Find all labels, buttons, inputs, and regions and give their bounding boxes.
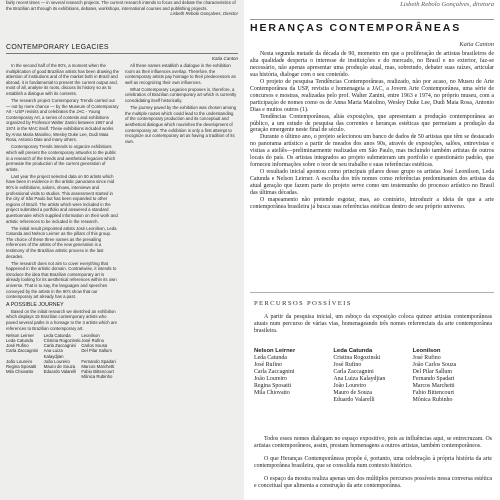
closing-paragraph: O que Heranças Contemporâneas propõe é, portanto, uma celebração à própria história da arte contemporânea brasileira, que se consolida num contexto histórico. (254, 455, 492, 469)
sidebar-artist-name: Leonilson (81, 332, 100, 338)
sidebar-paragraph: The research project Contemporary Trends carried out — not by mere chance — by the Museum of Contemporary Art - USP revisits and celebrates the JAC - Young Contemporary Art, a series of contests and exhibitions organized by Professor Walter Zanini between 1967 and 1974 in the MAC itself. These exhibitions included works by Anna Maria Maiolino, Wesley Duke Lee, Dudi Maia Rosa, Antonio Dias and many others. (6, 98, 119, 143)
sidebar-paragraph: In the second half of the 90's, a moment when the multiplication of good Brazilian artists has been drawing the attention of institutions and of the market both in Brazil and abroad, it is fundamental to present the current output and, most of all, analyse its roots, discuss its history so as to establish a dialogue with its contents. (6, 63, 119, 96)
sidebar-artist-name (6, 374, 44, 379)
artist-name: Del Pilar Sallum (412, 369, 452, 375)
artist-name: Mônica Rubinho (412, 397, 453, 403)
sidebar-artist-name: Eduardo Valarelli (43, 369, 77, 375)
artist-name: José Rufino (333, 362, 362, 368)
sidebar-intro-text: fairly recent times — in several research projects. The current research intends to focus and debate the characteristics of the Brazilian art through its exhibitions, debates, workshops, international courses and publishing projects. (6, 0, 236, 11)
artist-name: João Loureiro (254, 376, 287, 382)
sidebar-artist-name: Mauro de Souza (43, 363, 76, 369)
sidebar-paragraph: Last year the project selected data on 50 artists which have been in evidence in the artistic panorama since mid 90's in exhibitions, salons, shows, interviews and professional visits to studios. This assessment started in the city of São Paulo but has been expanded to other regions of Brazil. The artists which were included in the project submitted a portfolio and answered a standard questionnaire which supplied information on their work and artistic references to be included in the research. (6, 173, 118, 224)
artist-name: Marcos Marchetti (412, 383, 455, 389)
sidebar-artist-name: Carla Zaccagnini (43, 343, 76, 349)
english-sidebar (0, 0, 244, 500)
sidebar-artist-name: Fernando Spadari (81, 358, 116, 364)
sidebar-artist-name: Carla Zaccagnini (6, 348, 39, 354)
artist-name: Mila Chiovatto (254, 390, 290, 396)
closing-text (254, 436, 492, 490)
sidebar-artist-name: Nelson Leirner (6, 332, 34, 338)
artist-columns (254, 348, 492, 404)
sidebar-author: Katia Canton (211, 56, 238, 61)
sidebar-artist-name: Mônica Rubinho (81, 374, 113, 380)
sidebar-artist-grid (6, 333, 119, 380)
artist-column (254, 348, 333, 404)
sidebar-artist-name: José Rufino (6, 343, 29, 349)
sidebar-paragraph: The research does not aim to cover everything that happened in the artistic domain. Contrariwise, it intends to introduce the idea that Brazilian contemporary art is already looking for its aesthetical references within its own universe. That is to say, the languages and speeches conveyed by the artists in the 90's show that our contemporary art already has a past. (6, 260, 117, 300)
sidebar-divider (6, 53, 238, 54)
section-divider (250, 292, 494, 293)
artist-name: José Rufino (254, 362, 282, 368)
sidebar-artist-name: João Loureiro (43, 358, 70, 364)
sidebar-paragraph: The journey paved by the exhibition was chosen among the multiple routes which could lead to the understanding of the contemporary production and its conceptual and aesthetical dialogue which nourishes the development of contemporary art. The exhibition is only a first attempt to recognize our contemporary art as having a tradition of its own. (125, 105, 237, 144)
sidebar-paragraph: Based on the initial research we sketched an exhibition which displays 15 Brazilian contemporary artists who paved several paths in a homage to the 3 artists which are references to Brazilian contemporary art. (6, 308, 118, 331)
artist-name: Carla Zaccagnini (333, 369, 374, 375)
article-paragraph: Durante o último ano, o projeto selecionou um banco de dados de 50 artistas que têm se destacado no panorama artístico a partir de meados dos anos 90s, através de exposições, salões, entrevistas e visitas a ateliês—preliminarmente realizadas em São Paulo, mas incluindo também artistas de outros locais do país. Os artistas integrados ao projeto submeteram um portfolio e questionário padrão, que forneceu informações sobre o teor de seu trabalho e suas referências estéticas. (250, 134, 494, 169)
artist-name: Carla Zaccagnini (254, 369, 295, 375)
sidebar-paragraph: Contemporary Trends intends to organize exhibitions which will present the contemporary artworks to the public in a research of the trends and aesthetical legacies which permeate the production of the current generation of artists. (6, 144, 117, 172)
sidebar-intro (6, 0, 238, 17)
article-body (250, 51, 494, 211)
sidebar-artist-name: José Rufino (81, 337, 105, 343)
closing-paragraph: Todos esses nomes dialogam no espaço expositivo, pois as influências aqui, se entrecruzam. Os artistas contemporâneos, assim, prestam homenagens a outros artistas, também contemporâneos. (254, 436, 492, 449)
director-signature: Lisbeth Rebolo Gonçalves, diretora (400, 1, 494, 8)
section-paragraph: A partir da pesquisa inicial, um esboço da exposição coloca quinze artistas contemporâneas atuais num percurso de várias vias, homenageando três nomes referenciais da arte contemporânea brasileira. (254, 314, 492, 334)
sidebar-artist-name: João Loureiro (6, 358, 33, 364)
header-divider (250, 19, 494, 20)
artist-column (413, 348, 492, 404)
artist-name: Ana Luiza Kalaydjian (333, 376, 386, 382)
sidebar-subheading: A POSSIBLE JOURNEY (6, 301, 64, 308)
artist-column-heading: Nelson Leirner (254, 348, 296, 354)
closing-paragraph: O espaço da mostra realiza apenas um dos múltiplos percursos possíveis nessa conversa estética e conceitual que alimenta a construção da arte contemporânea. (254, 475, 492, 489)
article-author: Katia Canton (459, 41, 494, 48)
artist-name: Cristina Rogozinski (333, 355, 381, 361)
artist-name: Regina Sposatti (254, 383, 292, 389)
artist-name: Mauro de Souza (333, 390, 372, 396)
article-paragraph: O projeto de pesquisa Tendências Contemporâneas, realizado, não por acaso, no Museu de Arte Contemporânea da USP, revisita e homenageia a JAC, a Jovem Arte Contemporânea, uma série de concursos e mostras, realizadas pelo prof. Walter Zanini, entre 1963 e 1974, no próprio museu, com a participação de nomes como os de Anna Maria Maiolino, Wesley Duke Lee, Dudi Maia Rosa, Antonio Dias e muitos outros (1). (250, 78, 494, 113)
sidebar-artist-name: Fabio Bittencourt (81, 369, 114, 375)
sidebar-artist-name: Leda Catunda (6, 337, 33, 343)
sidebar-artist-name: Ana Luiza Kalaydjian (43, 348, 64, 359)
article-title: HERANÇAS CONTEMPORÂNEAS (250, 22, 462, 34)
article-paragraph: Nesta segunda metade da década de 90, momento em que a proliferação de artistas brasileiros de alta qualidade desperta o interesse de instituições e do mercado, no Brasil e no exterior, faz-se necessário, não apenas apresentar uma produção atual, mas, sobretudo, debater suas raízes, articular sua história, dialogar com o seu conteúdo. (250, 51, 494, 78)
sidebar-column-right (125, 63, 238, 495)
artist-name: Fabio Bittencourt (412, 390, 455, 396)
sidebar-artist-name: Leda Catunda (43, 332, 71, 338)
article-paragraph: O mapeamento não pretende esgotar, mas, ao contrário, introduzir a ideia de que a arte contemporânea brasileira já busca suas referências estéticas dentro de seu próprio universo. (250, 197, 494, 210)
artist-column-heading: Leda Catunda (333, 348, 373, 354)
artist-name: Leda Catunda (254, 355, 287, 361)
article-paragraph: Tendências Contemporâneas, aliás exposições, que apresentam a produção contemporânea ao público, a um estudo de pesquisa das correntes e heranças estéticas que permeiam a produção da geração emergente neste final de século. (250, 113, 494, 134)
sidebar-artist-name (44, 374, 82, 379)
sidebar-artist-name: Mila Chiovatto (6, 369, 34, 375)
artist-name: José Rufino (412, 355, 441, 361)
sidebar-artist-name: Del Pilar Sallum (81, 348, 112, 354)
sidebar-heading: CONTEMPORARY LEGACIES (6, 44, 109, 51)
sidebar-paragraph: All these names establish a dialogue in the exhibition room as their influences overlap. Therefore, the contemporary artists pay homage to their predecessors as well as recognizing their own influences. (125, 63, 236, 85)
artist-name: Eduardo Valarelli (333, 397, 375, 403)
sidebar-artist-name: Cristina Rogozinski (43, 337, 81, 343)
section-heading: PERCURSOS POSSÍVEIS (254, 300, 352, 307)
sidebar-artist-name: Marcos Marchetti (81, 363, 115, 369)
sidebar-artist-name: Regina Sposatti (6, 363, 37, 369)
article-paragraph: O resultado inicial apontou como principais pilares desse grupo os artistas José Leonilson, Leda Catunda e Nelson Leirner. A escolha dos três nomes como referências predominantes dos artistas da atual geração que fazem parte do projeto serve como um testemunho do processo artístico no Brasil das últimas décadas. (250, 169, 494, 197)
sidebar-paragraph: What Contemporary Legacies proposes is, therefore, a celebration of Brazilian contemporary art which is currently consolidating itself historically. (125, 86, 237, 104)
sidebar-intro-signature: Lisbeth Rebolo Gonçalves, Director (170, 11, 238, 17)
sidebar-column-left (6, 63, 119, 495)
sidebar-columns (6, 63, 238, 495)
artist-column (333, 348, 412, 404)
artist-name: João Carlos Souza (412, 362, 457, 368)
artist-name: Fernando Spadari (412, 376, 455, 382)
artist-column-heading: Leonilson (412, 348, 441, 354)
sidebar-paragraph: The initial result pinpointed artists José Leonilson, Leda Catunda and Nelson Leirner as the pillars of this group. The choice of these three names as the prevailing references of the artists of the new generation is a testimony of the Brazilian artistic process in the last decades. (6, 225, 117, 259)
main-article (250, 0, 494, 500)
sidebar-artist-name: Carlos Sousa (81, 343, 108, 349)
artist-name: João Loureiro (333, 383, 367, 389)
